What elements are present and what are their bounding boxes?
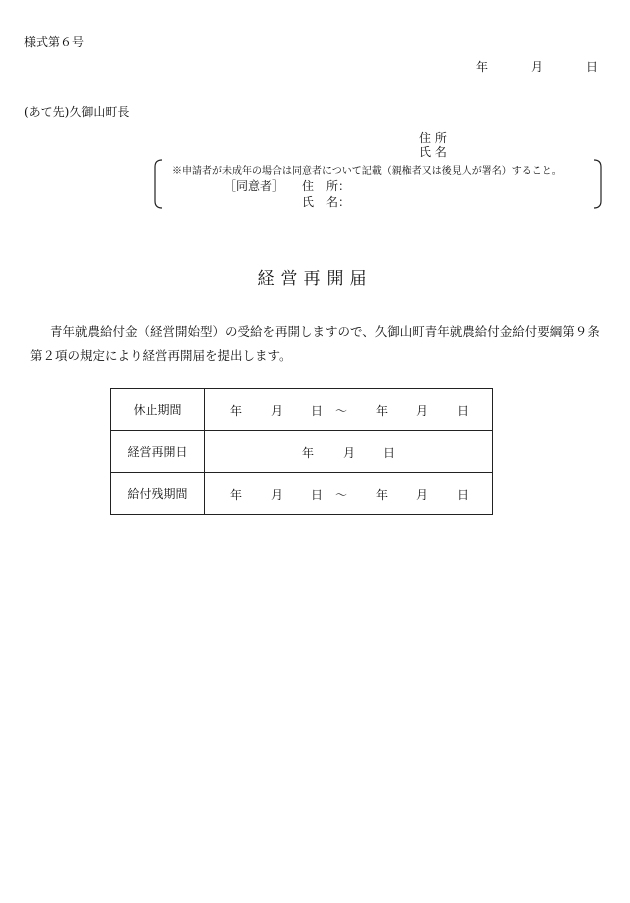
day-label: 日 [383,446,396,460]
date-day-label: 日 [586,60,599,74]
consent-address-label: 住 所： [302,179,351,193]
info-table [110,388,493,515]
table-row [111,431,493,473]
month-label: 月 [416,488,429,502]
date-year-label: 年 [476,60,489,74]
tilde-label: ～ [335,404,348,418]
day-label: 日 [311,488,324,502]
month-label: 月 [271,488,284,502]
document-title: 経営再開届 [257,269,373,289]
consent-name-label: 氏 名： [302,195,351,209]
body-text: 青年就農給付金（経営開始型）の受給を再開しますので、久御山町青年就農給付金給付要綱第９条第２項の規定により経営再開届を提出します。 [30,324,600,363]
month-label: 月 [416,404,429,418]
day-label: 日 [457,488,470,502]
applicant-block [419,131,447,159]
form-number: 様式第６号 [24,35,85,49]
month-label: 月 [343,446,356,460]
table-row [111,473,493,515]
row-label: 給付残期間 [111,473,205,515]
row-label: 休止期間 [111,389,205,431]
day-label: 日 [311,404,324,418]
year-label: 年 [376,404,389,418]
month-label: 月 [271,404,284,418]
tilde-label: ～ [335,488,348,502]
year-label: 年 [302,446,315,460]
year-label: 年 [376,488,389,502]
applicant-name-label: 氏 名 [419,145,447,159]
resume-date-value[interactable] [205,431,493,473]
period-value[interactable] [205,389,493,431]
row-label: 経営再開日 [111,431,205,473]
year-label: 年 [230,404,243,418]
addressee: (あて先)久御山町長 [24,105,130,119]
applicant-address-label: 住 所 [419,131,447,145]
consent-label: ［同意者］ [224,179,285,193]
year-label: 年 [230,488,243,502]
consent-note: ※申請者が未成年の場合は同意者について記載（親権者又は後見人が署名）すること。 [172,166,562,177]
day-label: 日 [457,404,470,418]
remaining-period-value[interactable] [205,473,493,515]
table-row [111,389,493,431]
date-month-label: 月 [531,60,544,74]
